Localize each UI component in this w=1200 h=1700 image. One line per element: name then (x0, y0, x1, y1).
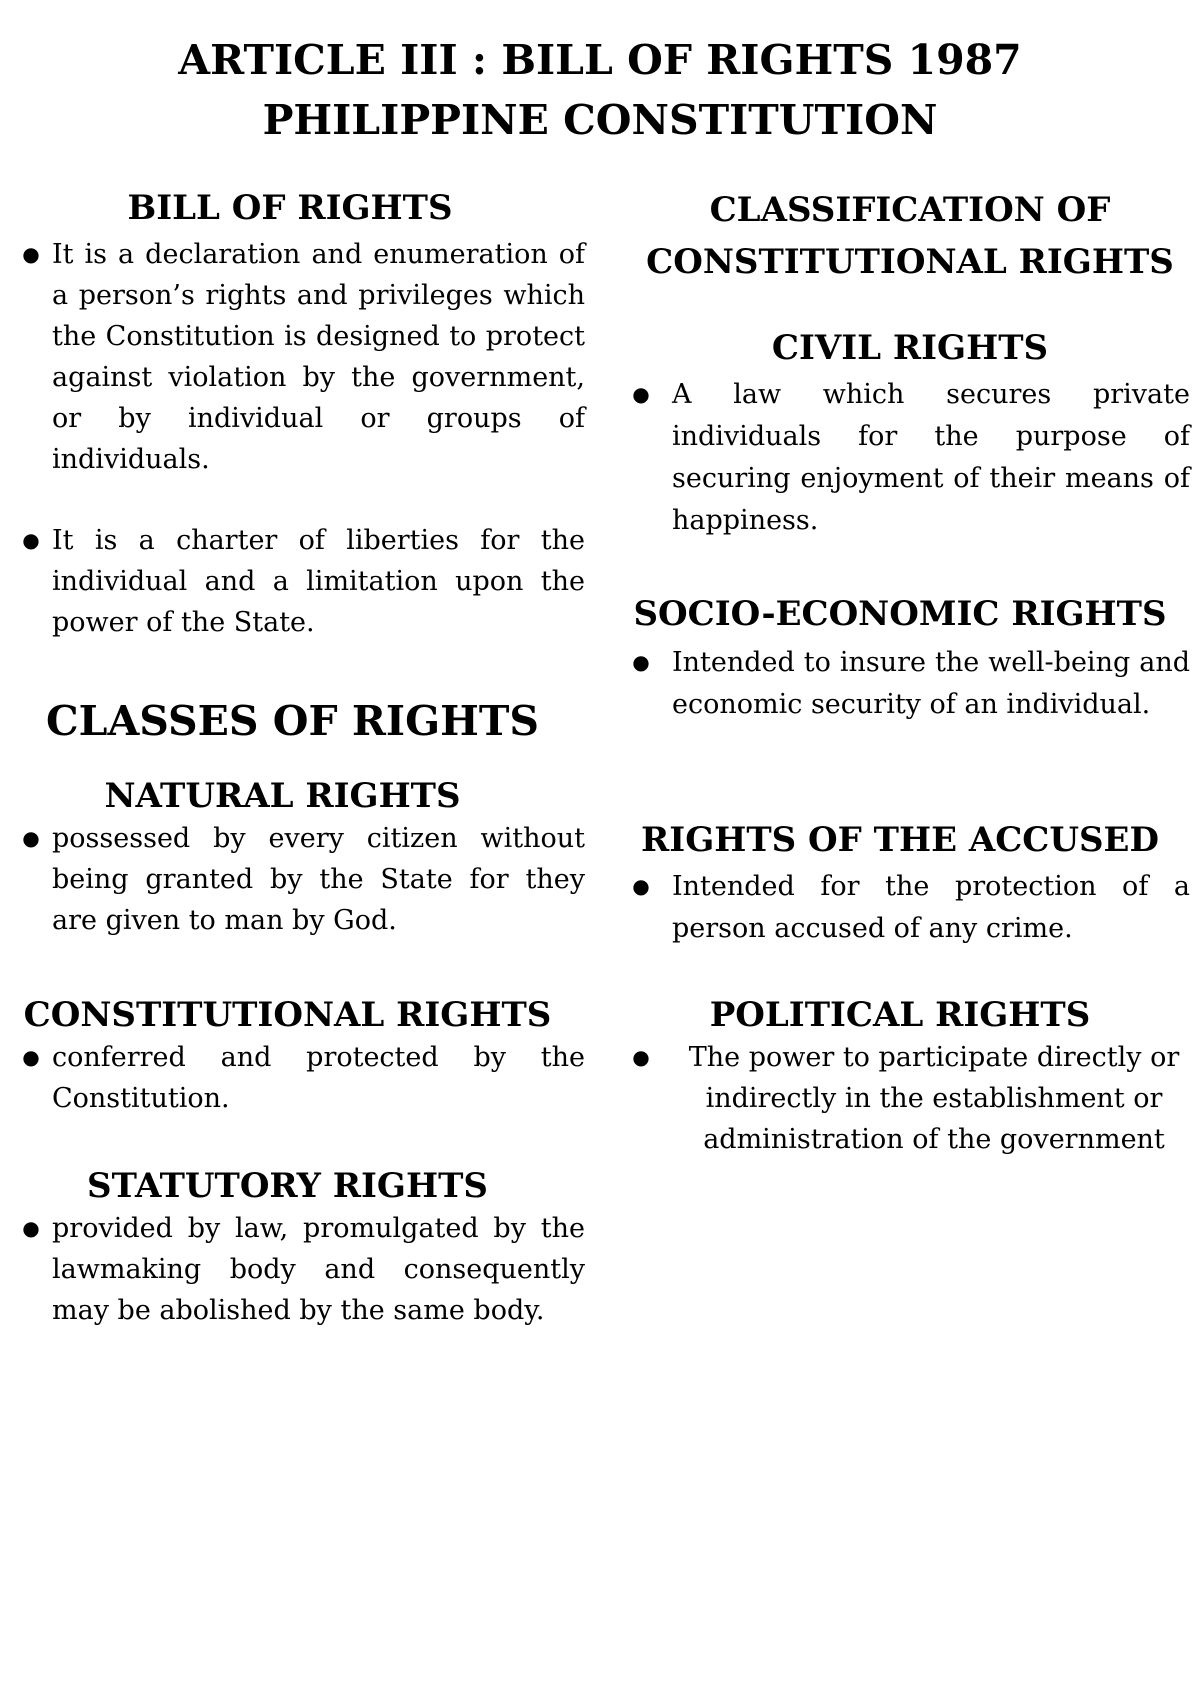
statutory-rights-text: provided by law, promulgated by the lawmaking body and consequently may be abolished by the same body. (52, 1213, 585, 1326)
bullet-icon: ● (22, 528, 40, 552)
bill-bullet-1-text: It is a declaration and enumeration of a person’s rights and privileges which the Constitution is designed to protect against violation by the government, or by individual or groups of individuals. (52, 239, 585, 475)
bill-of-rights-heading: BILL OF RIGHTS (127, 188, 453, 228)
rights-of-the-accused-bullet (630, 866, 1190, 950)
rights-of-the-accused-heading: RIGHTS OF THE ACCUSED (641, 820, 1159, 860)
bullet-icon: ● (632, 650, 650, 674)
constitutional-rights-heading: CONSTITUTIONAL RIGHTS (23, 995, 552, 1035)
classification-heading-line-1: CLASSIFICATION OF (709, 190, 1111, 230)
political-rights-heading: POLITICAL RIGHTS (709, 995, 1091, 1035)
bullet-icon: ● (632, 382, 650, 406)
classification-heading (630, 184, 1190, 288)
socio-economic-rights-text: Intended to insure the well-being and economic security of an individual. (672, 647, 1190, 720)
statutory-rights-heading: STATUTORY RIGHTS (87, 1166, 488, 1206)
socio-economic-rights-bullet (630, 642, 1190, 726)
natural-rights-heading: NATURAL RIGHTS (104, 776, 461, 816)
classification-heading-line-2: CONSTITUTIONAL RIGHTS (646, 242, 1174, 282)
political-rights-bullet (630, 1037, 1190, 1160)
natural-rights-text: possessed by every citizen without being granted by the State for they are given to man by God. (52, 823, 585, 936)
bullet-icon: ● (632, 874, 650, 898)
bullet-icon: ● (22, 242, 40, 266)
document-title (0, 30, 1200, 150)
bullet-icon: ● (22, 1045, 40, 1069)
rights-of-the-accused-text: Intended for the protection of a person accused of any crime. (672, 871, 1190, 944)
civil-rights-heading: CIVIL RIGHTS (771, 328, 1049, 368)
constitutional-rights-bullet (20, 1037, 585, 1119)
civil-rights-text: A law which secures private individuals for the purpose of securing enjoyment of their means of happiness. (672, 379, 1190, 536)
classes-of-rights-heading: CLASSES OF RIGHTS (46, 697, 539, 745)
title-line-1: ARTICLE III : BILL OF RIGHTS 1987 (178, 36, 1022, 84)
bullet-icon: ● (632, 1045, 650, 1069)
political-rights-text: The power to participate directly or indirectly in the establishment or administration of the government (688, 1042, 1180, 1155)
title-line-2: PHILIPPINE CONSTITUTION (262, 96, 938, 144)
bullet-icon: ● (22, 1216, 40, 1240)
statutory-rights-bullet (20, 1208, 585, 1331)
civil-rights-bullet (630, 374, 1190, 542)
bill-bullet-2-text: It is a charter of liberties for the individual and a limitation upon the power of the State. (52, 525, 585, 638)
socio-economic-rights-heading: SOCIO-ECONOMIC RIGHTS (633, 594, 1167, 634)
bullet-icon: ● (22, 826, 40, 850)
bill-bullet-1 (20, 234, 585, 480)
natural-rights-bullet (20, 818, 585, 941)
constitutional-rights-text: conferred and protected by the Constitution. (52, 1042, 585, 1114)
bill-bullet-2 (20, 520, 585, 643)
